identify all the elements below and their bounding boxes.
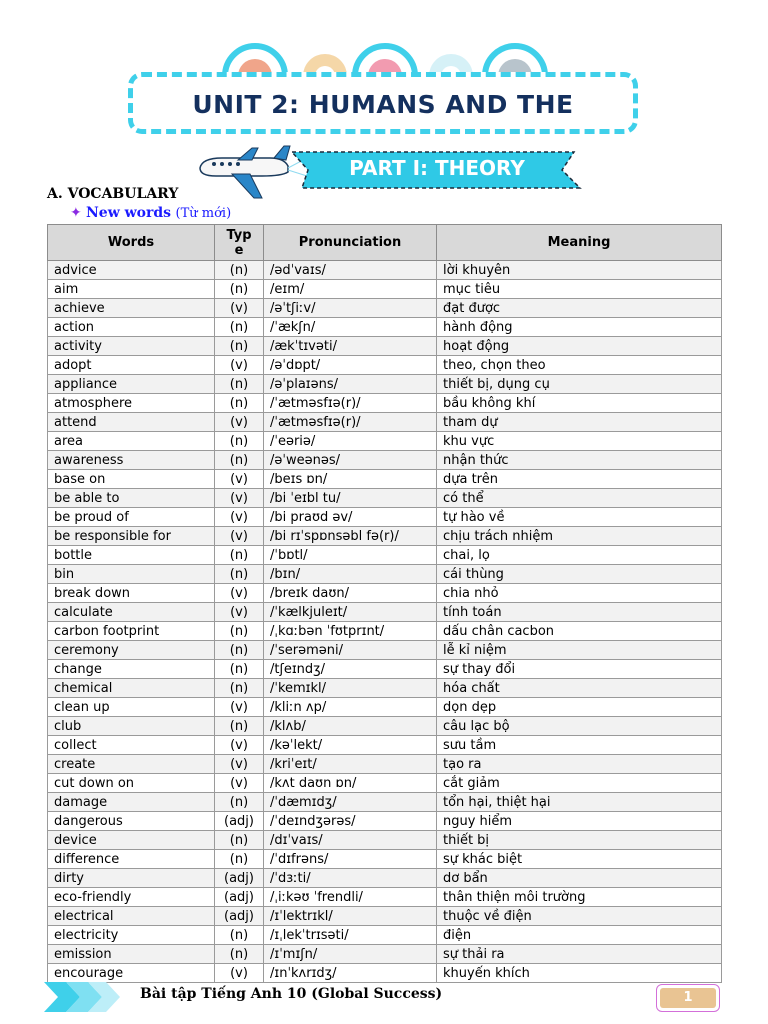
cell-word: break down [48,584,215,603]
table-row [48,527,722,546]
cell-word: encourage [48,964,215,983]
vocabulary-table [47,224,722,983]
cell-type: (n) [215,945,264,964]
table-row [48,888,722,907]
cell-pronunciation: /əˈweənəs/ [264,451,437,470]
cell-pronunciation: /ɪˈlektrɪkl/ [264,907,437,926]
cell-word: base on [48,470,215,489]
cell-pronunciation: /əˈtʃiːv/ [264,299,437,318]
cell-type: (n) [215,432,264,451]
cell-pronunciation: /ədˈvaɪs/ [264,261,437,280]
cell-meaning: tổn hại, thiệt hại [437,793,722,812]
cell-pronunciation: /dɪˈvaɪs/ [264,831,437,850]
cell-type: (v) [215,774,264,793]
cell-type: (n) [215,375,264,394]
cell-word: change [48,660,215,679]
cell-meaning: sự khác biệt [437,850,722,869]
table-row [48,546,722,565]
cell-type: (adj) [215,888,264,907]
cell-pronunciation: /kriˈeɪt/ [264,755,437,774]
cell-pronunciation: /ˈdɜːti/ [264,869,437,888]
cell-type: (n) [215,451,264,470]
header-words: Words [48,225,215,261]
footer-text: Bài tập Tiếng Anh 10 (Global Success) [140,986,443,1002]
cell-pronunciation: /kliːn ʌp/ [264,698,437,717]
cell-pronunciation: /ˈserəməni/ [264,641,437,660]
cell-meaning: thuộc về điện [437,907,722,926]
cell-meaning: chai, lọ [437,546,722,565]
cell-pronunciation: /breɪk daʊn/ [264,584,437,603]
cell-pronunciation: /əˈplaɪəns/ [264,375,437,394]
cell-type: (v) [215,755,264,774]
cell-pronunciation: /bi ˈeɪbl tu/ [264,489,437,508]
cell-pronunciation: /bi rɪˈspɒnsəbl fə(r)/ [264,527,437,546]
cell-word: awareness [48,451,215,470]
cell-meaning: sưu tầm [437,736,722,755]
cell-type: (v) [215,527,264,546]
cell-meaning: dựa trên [437,470,722,489]
cell-type: (v) [215,508,264,527]
cell-word: cut down on [48,774,215,793]
part-ribbon [292,149,582,191]
table-row [48,394,722,413]
cell-word: be responsible for [48,527,215,546]
cell-type: (n) [215,565,264,584]
cell-meaning: tham dự [437,413,722,432]
cell-type: (n) [215,850,264,869]
table-row [48,622,722,641]
cell-word: activity [48,337,215,356]
table-row [48,717,722,736]
cell-meaning: chịu trách nhiệm [437,527,722,546]
cell-type: (v) [215,356,264,375]
cell-pronunciation: /ˈdɪfrəns/ [264,850,437,869]
table-row [48,356,722,375]
new-words-label [70,205,231,221]
table-row [48,508,722,527]
cell-meaning: dọn dẹp [437,698,722,717]
cell-type: (n) [215,622,264,641]
arrow-bullet-icon: ✦ [70,205,82,221]
cell-pronunciation: /ɪnˈkʌrɪdʒ/ [264,964,437,983]
table-row [48,907,722,926]
cell-word: carbon footprint [48,622,215,641]
unit-title-box [128,72,638,134]
unit-title: UNIT 2: HUMANS AND THE [192,90,574,119]
cell-type: (v) [215,299,264,318]
cell-meaning: khu vực [437,432,722,451]
cell-word: bottle [48,546,215,565]
cell-word: emission [48,945,215,964]
table-row [48,774,722,793]
cell-meaning: lễ kỉ niệm [437,641,722,660]
page-number: 1 [660,988,716,1008]
cell-pronunciation: /kʌt daʊn ɒn/ [264,774,437,793]
page-number-box [656,984,720,1012]
cell-type: (n) [215,793,264,812]
table-row [48,755,722,774]
part-title: PART I: THEORY [349,156,525,180]
cell-word: be able to [48,489,215,508]
table-row [48,451,722,470]
cell-meaning: đạt được [437,299,722,318]
cell-pronunciation: /eɪm/ [264,280,437,299]
cell-word: dangerous [48,812,215,831]
cell-meaning: lời khuyên [437,261,722,280]
cell-meaning: hoạt động [437,337,722,356]
cell-word: damage [48,793,215,812]
cell-pronunciation: /əˈdɒpt/ [264,356,437,375]
cell-word: atmosphere [48,394,215,413]
table-row [48,261,722,280]
cell-word: ceremony [48,641,215,660]
cell-meaning: tự hào về [437,508,722,527]
cell-pronunciation: /ˈeəriə/ [264,432,437,451]
cell-meaning: theo, chọn theo [437,356,722,375]
cell-pronunciation: /ˌkɑːbən ˈfʊtprɪnt/ [264,622,437,641]
cell-pronunciation: /klʌb/ [264,717,437,736]
cell-type: (n) [215,318,264,337]
header-meaning: Meaning [437,225,722,261]
table-row [48,850,722,869]
table-row [48,736,722,755]
table-row [48,299,722,318]
cell-meaning: câu lạc bộ [437,717,722,736]
cell-word: device [48,831,215,850]
table-row [48,489,722,508]
cell-meaning: có thể [437,489,722,508]
cell-type: (v) [215,698,264,717]
table-row [48,926,722,945]
cell-meaning: thân thiện môi trường [437,888,722,907]
cell-pronunciation: /ˈbɒtl/ [264,546,437,565]
table-row [48,413,722,432]
cell-word: calculate [48,603,215,622]
cell-meaning: dơ bẩn [437,869,722,888]
new-words-text: New words [86,205,172,221]
cell-type: (v) [215,413,264,432]
cell-word: electricity [48,926,215,945]
cell-word: attend [48,413,215,432]
cell-meaning: cái thùng [437,565,722,584]
table-row [48,698,722,717]
cell-type: (n) [215,660,264,679]
cell-word: adopt [48,356,215,375]
cell-meaning: mục tiêu [437,280,722,299]
cell-word: dirty [48,869,215,888]
table-row [48,318,722,337]
header-type-text: Type [226,227,252,258]
cell-meaning: khuyến khích [437,964,722,983]
cell-pronunciation: /tʃeɪndʒ/ [264,660,437,679]
chevron-arrows-icon [44,982,126,1012]
cell-pronunciation: /ækˈtɪvəti/ [264,337,437,356]
cell-meaning: hóa chất [437,679,722,698]
cell-type: (n) [215,926,264,945]
cell-word: bin [48,565,215,584]
cell-meaning: bầu không khí [437,394,722,413]
cell-type: (n) [215,261,264,280]
cell-type: (n) [215,717,264,736]
cell-word: chemical [48,679,215,698]
cell-type: (adj) [215,812,264,831]
cell-pronunciation: /bɪn/ [264,565,437,584]
table-row [48,945,722,964]
cell-pronunciation: /ˈætməsfɪə(r)/ [264,394,437,413]
table-row [48,470,722,489]
cell-type: (adj) [215,869,264,888]
table-row [48,641,722,660]
table-row [48,812,722,831]
cell-pronunciation: /ˈdeɪndʒərəs/ [264,812,437,831]
cell-pronunciation: /beɪs ɒn/ [264,470,437,489]
cell-type: (v) [215,964,264,983]
cell-meaning: sự thải ra [437,945,722,964]
cell-pronunciation: /kəˈlekt/ [264,736,437,755]
cell-pronunciation: /ˈkælkjuleɪt/ [264,603,437,622]
cell-word: action [48,318,215,337]
cell-type: (n) [215,641,264,660]
cell-type: (n) [215,831,264,850]
table-row [48,603,722,622]
cell-type: (n) [215,280,264,299]
cell-word: clean up [48,698,215,717]
cell-word: club [48,717,215,736]
cell-type: (v) [215,489,264,508]
cell-type: (v) [215,736,264,755]
cell-type: (v) [215,584,264,603]
cell-type: (v) [215,603,264,622]
table-header-row [48,225,722,261]
section-heading: A. VOCABULARY [47,186,179,202]
cell-word: appliance [48,375,215,394]
table-row [48,793,722,812]
cell-type: (n) [215,337,264,356]
cell-meaning: tính toán [437,603,722,622]
cell-word: area [48,432,215,451]
cell-type: (n) [215,679,264,698]
cell-type: (n) [215,394,264,413]
cell-meaning: tạo ra [437,755,722,774]
header-type [215,225,264,261]
cell-word: collect [48,736,215,755]
cell-pronunciation: /ɪˈmɪʃn/ [264,945,437,964]
new-words-vn: (Từ mới) [175,206,232,221]
table-row [48,280,722,299]
table-row [48,964,722,983]
cell-meaning: chia nhỏ [437,584,722,603]
table-row [48,679,722,698]
cell-meaning: dấu chân cacbon [437,622,722,641]
cell-pronunciation: /ˈkemɪkl/ [264,679,437,698]
cell-word: electrical [48,907,215,926]
cell-type: (v) [215,470,264,489]
table-row [48,337,722,356]
cell-meaning: nhận thức [437,451,722,470]
table-row [48,584,722,603]
cell-meaning: thiết bị [437,831,722,850]
cell-word: achieve [48,299,215,318]
cell-pronunciation: /ˌiːkəʊ ˈfrendli/ [264,888,437,907]
cell-pronunciation: /ˈdæmɪdʒ/ [264,793,437,812]
table-row [48,565,722,584]
cell-meaning: hành động [437,318,722,337]
cell-word: aim [48,280,215,299]
cell-meaning: điện [437,926,722,945]
table-row [48,432,722,451]
cell-meaning: cắt giảm [437,774,722,793]
header-pronunciation: Pronunciation [264,225,437,261]
cell-word: advice [48,261,215,280]
table-row [48,375,722,394]
cell-word: be proud of [48,508,215,527]
cell-type: (adj) [215,907,264,926]
cell-type: (n) [215,546,264,565]
cell-word: create [48,755,215,774]
table-row [48,660,722,679]
cell-word: eco-friendly [48,888,215,907]
cell-meaning: thiết bị, dụng cụ [437,375,722,394]
table-row [48,831,722,850]
airplane-icon [192,146,307,202]
cell-pronunciation: /ˈækʃn/ [264,318,437,337]
cell-pronunciation: /bi praʊd əv/ [264,508,437,527]
cell-pronunciation: /ˈætməsfɪə(r)/ [264,413,437,432]
cell-pronunciation: /ɪˌlekˈtrɪsəti/ [264,926,437,945]
cell-word: difference [48,850,215,869]
cell-meaning: nguy hiểm [437,812,722,831]
table-row [48,869,722,888]
cell-meaning: sự thay đổi [437,660,722,679]
